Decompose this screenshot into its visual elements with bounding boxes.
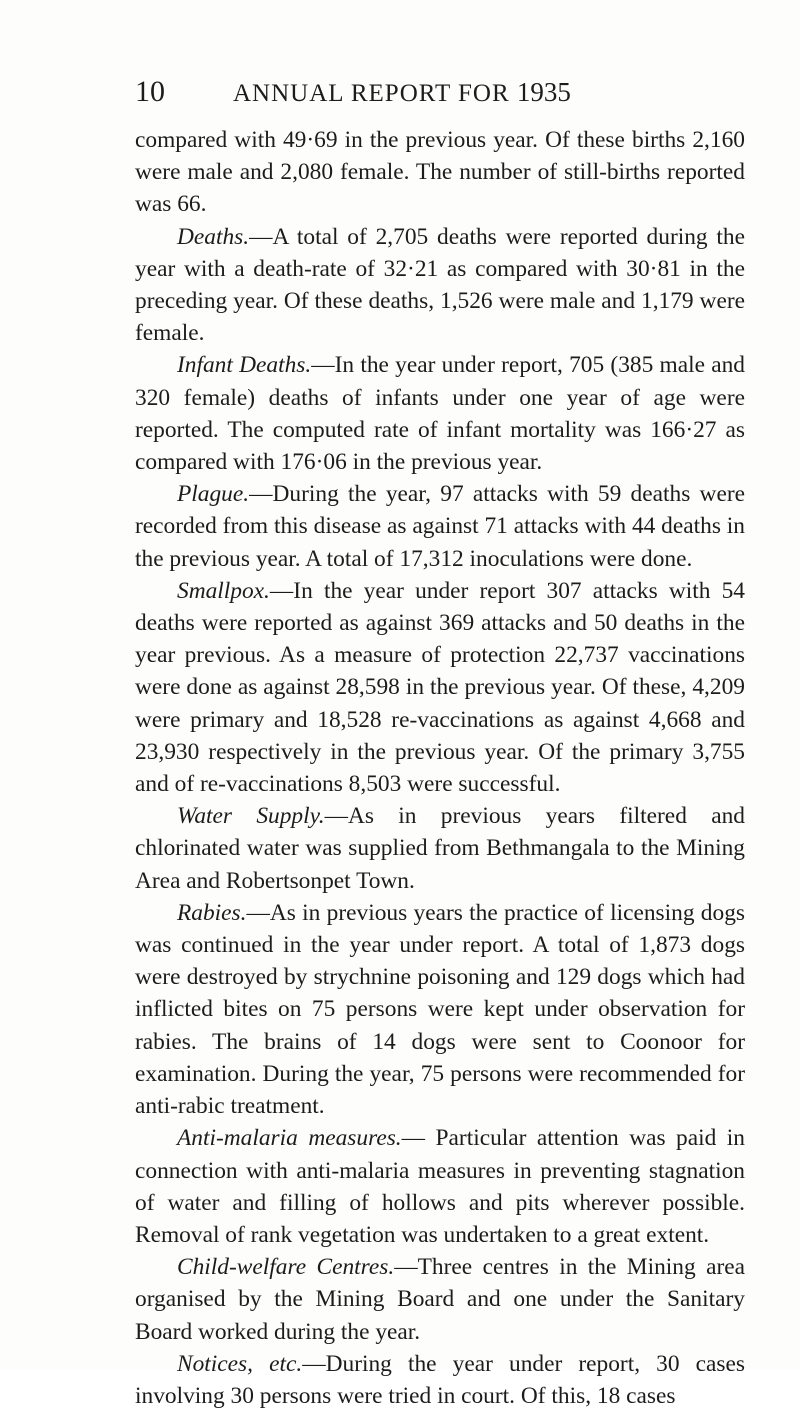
paragraph-text: —In the year under report 307 attacks with 54 deaths were reported as against 369 attacks and 50 deaths in the year previous. As a measure of protection 22,737 vaccinations were done as against 28,598 in the previous year. Of these, 4,209 were primary and 18,528 re-vaccinations as against 4,668 and 23,930 respectively in the previous year. Of the primary 3,755 and of re-vaccinations 8,503 were successful. — [135, 577, 745, 798]
paragraph-text: —In the year under report, 705 (385 male and 320 female) deaths of infants under one year of age were reported. The computed rate of infant mortality was 166·27 as compared with 176·06 in the previous year. — [135, 352, 745, 476]
running-title-text: ANNUAL REPORT FOR — [233, 80, 510, 107]
paragraph-text: compared with 49·69 in the previous year. Of these births 2,160 were male and 2,080 female. The number of still-births reported was 66. — [135, 127, 745, 218]
section-heading: Smallpox. — [177, 577, 270, 604]
paragraph-notices — [135, 1348, 745, 1412]
body-text — [135, 124, 745, 1412]
paragraph-water-supply — [135, 800, 745, 897]
section-heading: Water Supply. — [177, 803, 325, 830]
page-header — [135, 74, 735, 110]
paragraph-text: —During the year under report, 30 cases involving 30 persons were tried in court. Of this, 18 cases — [135, 1350, 745, 1409]
section-heading: Rabies. — [177, 899, 247, 926]
section-heading: Child-welfare Centres. — [177, 1254, 395, 1281]
paragraph-anti-malaria — [135, 1122, 745, 1251]
paragraph-text: —During the year, 97 attacks with 59 deaths were recorded from this disease as against 71 attacks with 44 deaths in the previous year. A total of 17,312 inoculations were done. — [135, 481, 745, 572]
paragraph-text: —As in previous years the practice of licensing dogs was continued in the year under report. A total of 1,873 dogs were destroyed by strychnine poisoning and 129 dogs which had inflicted bites on 75 persons were kept under observation for rabies. The brains of 14 dogs were sent to Coonoor for examination. During the year, 75 persons were recommended for anti-rabic treatment. — [135, 899, 745, 1120]
paragraph-text: — Particular attention was paid in connection with anti-malaria measures in preventing stagnation of water and filling of hollows and pits wherever possible. Removal of rank vegetation was undertaken to a great extent. — [135, 1125, 745, 1248]
running-title — [233, 76, 571, 110]
section-heading: Deaths. — [177, 223, 250, 250]
paragraph-births — [135, 124, 745, 221]
paragraph-infant-deaths — [135, 349, 745, 478]
report-year: 1935 — [516, 77, 571, 107]
paragraph-text: —As in previous years filtered and chlorinated water was supplied from Bethmangala to the Mining Area and Robertsonpet Town. — [135, 803, 745, 894]
section-heading: Anti-malaria measures. — [177, 1125, 402, 1152]
paragraph-smallpox — [135, 575, 745, 800]
paragraph-text: —Three centres in the Mining area organised by the Mining Board and one under the Sanitary Board worked during the year. — [135, 1254, 746, 1345]
section-heading: Notices, etc. — [177, 1350, 303, 1377]
paragraph-rabies — [135, 897, 745, 1122]
section-heading: Infant Deaths. — [177, 352, 312, 379]
paragraph-child-welfare — [135, 1251, 745, 1348]
paragraph-plague — [135, 478, 745, 575]
section-heading: Plague. — [177, 481, 250, 508]
paragraph-text: —A total of 2,705 deaths were reported during the year with a death-rate of 32·21 as compared with 30·81 in the preceding year. Of these deaths, 1,526 were male and 1,179 were female. — [135, 223, 745, 347]
paragraph-deaths — [135, 221, 745, 350]
page-number: 10 — [135, 75, 165, 108]
